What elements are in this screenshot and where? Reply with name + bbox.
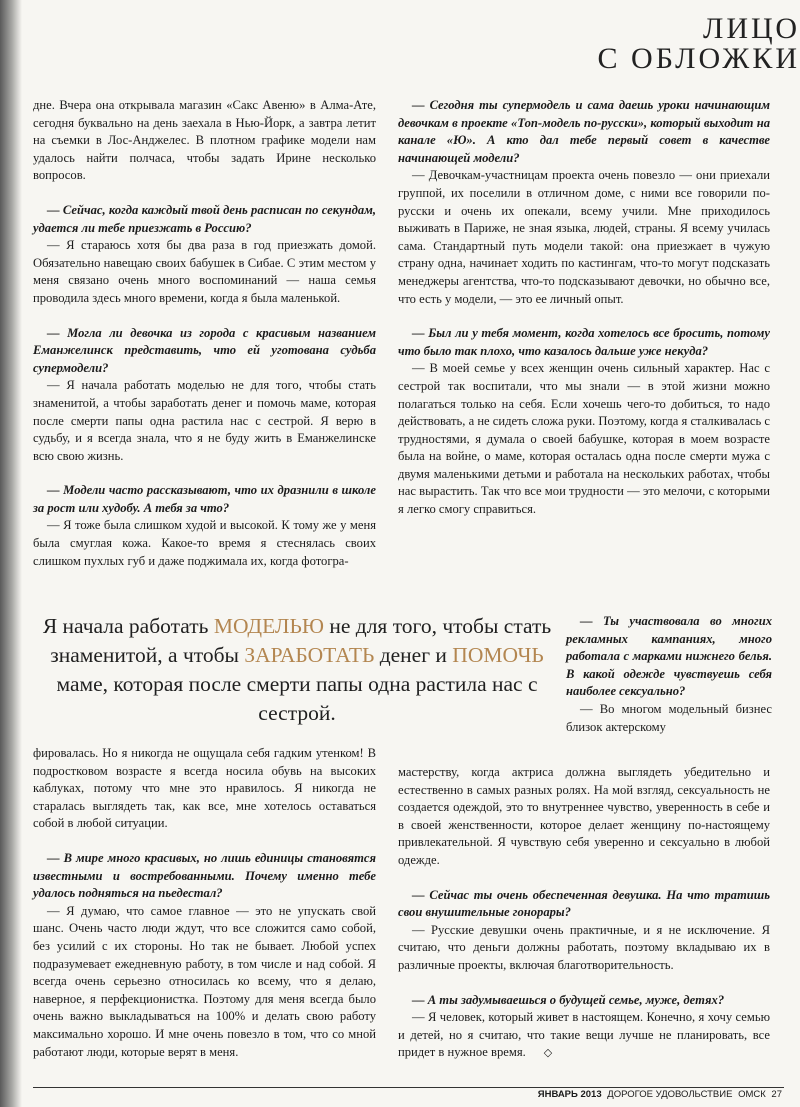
magazine-name: ДОРОГОЕ УДОВОЛЬСТВИЕ [607, 1089, 733, 1100]
highlight-word: ЗАРАБОТАТЬ [244, 643, 375, 667]
answer: — В моей семье у всех женщин очень сильный характер. Нас с сестрой так воспитали, что мы знали — в этой жизни можно полагаться только на себя. Если хочешь чего-то добиться, то надо действовать, а не сидеть сложа руки. Поэтому, когда я сталкивалась с трудностями, я думала о своей бабушке, которая в моем возрасте была на войне, о маме, которая осталась одна после смерти мужа с двумя маленькими детьми и работала на нескольких работах, чтобы нас вырастить. Так что все мои трудности — это мелочи, с которыми я легко смогу справиться. [398, 361, 770, 517]
highlight-word: МОДЕЛЬЮ [213, 614, 324, 638]
column-right-bottom [398, 764, 770, 1063]
answer: — Я думаю, что самое главное — это не упускать свой шанс. Очень часто люди ждут, что все сложится само собой, без усилий с их стороны. Но так не бывает. Любой успех подразумевает ежедневную работу, в том числе и над собой. Я всегда очень серьезно относилась ко всему, что я делаю, наверное, я перфекционистка. Поэтому для меня всегда было очень важно выкладываться на 100% и делать свою работу максимально хорошо. И мне очень повезло в том, что со мной работают люди, которые верят в меня. [33, 903, 376, 1059]
paragraph: мастерству, когда актриса должна выглядеть убедительно и естественно в самых разных ролях. На мой взгляд, сексуальность не создается одеждой, это то внутреннее чувство, уверенность в себе и в своей женственности, которое делает женщину по-настоящему привлекательной. Я чувствую себя уверенно и сексуально в любой одежде. [398, 765, 770, 867]
question: — В мире много красивых, но лишь единицы становятся известными и востребованными. Почему именно тебе удалось подняться на пьедестал? [33, 850, 376, 901]
answer: — Девочкам-участницам проекта очень повезло — они приехали группой, их поселили в отличном доме, с ними все говорили по-русски и очень их опекали, всему учили. Мне приходилось выживать в Париже, не зная языка, людей, страны. Я всему училась сама. Стандартный путь модели такой: она приезжает в чужую страну одна, начинает ходить по кастингам, что-то могут подсказать менеджеры агентства, что-то подсказывают девочки, но обычно все, что есть у модели, — это ее личный опыт. [398, 168, 770, 306]
question: — Сейчас, когда каждый твой день расписан по секундам, удается ли тебе приезжать в Россию? [33, 202, 376, 235]
issue-date: ЯНВАРЬ 2013 [537, 1089, 602, 1100]
section-title-line-1: ЛИЦО [703, 12, 800, 45]
question: — Сейчас ты очень обеспеченная девушка. На что тратишь свои внушительные гонорары? [398, 887, 770, 920]
answer: — Я начала работать моделью не для того, чтобы стать знаменитой, а чтобы заработать денег и помочь маме, которая после смерти папы одна растила нас с сестрой. Я верю в судьбу, и я всегда знала, что я не буду жить в Еманжелинске всю свою жизнь. [33, 378, 376, 463]
question: — Ты участвовала во многих рекламных кампаниях, много работала с марками нижнего белья. В какой одежде чувствуешь себя наиболее сексуально? [566, 614, 772, 699]
section-title-line-2: С ОБЛОЖКИ [597, 42, 800, 75]
answer: — Во многом модельный бизнес близок актерскому [566, 701, 772, 734]
answer: — Русские девушки очень практичные, и я не исключение. Я считаю, что деньги должны работать, поэтому вкладываю их в различные проекты, включая благотворительность. [398, 922, 770, 972]
paragraph: дне. Вчера она открывала магазин «Сакс Авеню» в Алма-Ате, сегодня буквально на день заехала в Нью-Йорк, а завтра летит на съемки в Лос-Анджелес. В плотном графике модели нам удалось найти полчаса, чтобы задать Ирине несколько вопросов. [33, 98, 376, 183]
pull-quote: Я начала работать МОДЕЛЬЮ не для того, чтобы стать знаменитой, а чтобы ЗАРАБОТАТЬ денег и ПОМОЧЬ маме, которая после смерти папы одна растила нас с сестрой. [42, 614, 552, 725]
paragraph: фировалась. Но я никогда не ощущала себя гадким утенком! В подростковом возрасте я всегда носила обувь на высоких каблуках, потому что мне это нравилось. Я никогда не старалась выглядеть так, как все, мне хотелось оставаться собой в любой ситуации. [33, 746, 376, 831]
city: ОМСК [738, 1089, 766, 1100]
page-number: 27 [771, 1089, 782, 1100]
page-spine-shadow [0, 0, 22, 1107]
answer: — Я тоже была слишком худой и высокой. К тому же у меня была смуглая кожа. Какое-то время я стеснялась своих слишком пухлых губ и даже поджимала их, когда фотогра- [33, 518, 376, 568]
footer-rule [33, 1087, 784, 1088]
column-right-top [398, 97, 770, 519]
question: — Сегодня ты супермодель и сама даешь уроки начинающим девочкам в проекте «Топ-модель по-русски», который выходит на канале «Ю». А кто дал тебе первый совет в качестве начинающей модели? [398, 98, 770, 165]
section-title [598, 14, 800, 74]
page-footer [535, 1089, 782, 1101]
answer: — Я стараюсь хотя бы два раза в год приезжать домой. Обязательно навещаю своих бабушек в Сибае. С этим местом у меня связано очень много воспоминаний — наша семья проводила здесь много времени, когда я была маленькой. [33, 238, 376, 305]
answer: — Я человек, который живет в настоящем. Конечно, я хочу семью и детей, но я считаю, что такие вещи лучше не планировать, все придет в нужное время. ◇ [398, 1009, 770, 1063]
question: — Могла ли девочка из города с красивым названием Еманжелинск представить, что ей уготована судьба супермодели? [33, 325, 376, 375]
column-left-bottom [33, 745, 376, 1061]
column-left-top [33, 97, 376, 570]
highlight-word: ПОМОЧЬ [452, 643, 544, 667]
column-right-narrow [566, 613, 772, 736]
end-mark-icon: ◇ [543, 1047, 553, 1060]
question: — Был ли у тебя момент, когда хотелось все бросить, потому что было так плохо, что казалось дальше уже некуда? [398, 326, 770, 358]
question: — А ты задумываешься о будущей семье, муже, детях? [412, 992, 725, 1007]
question: — Модели часто рассказывают, что их дразнили в школе за рост или худобу. А тебя за что? [33, 483, 376, 515]
